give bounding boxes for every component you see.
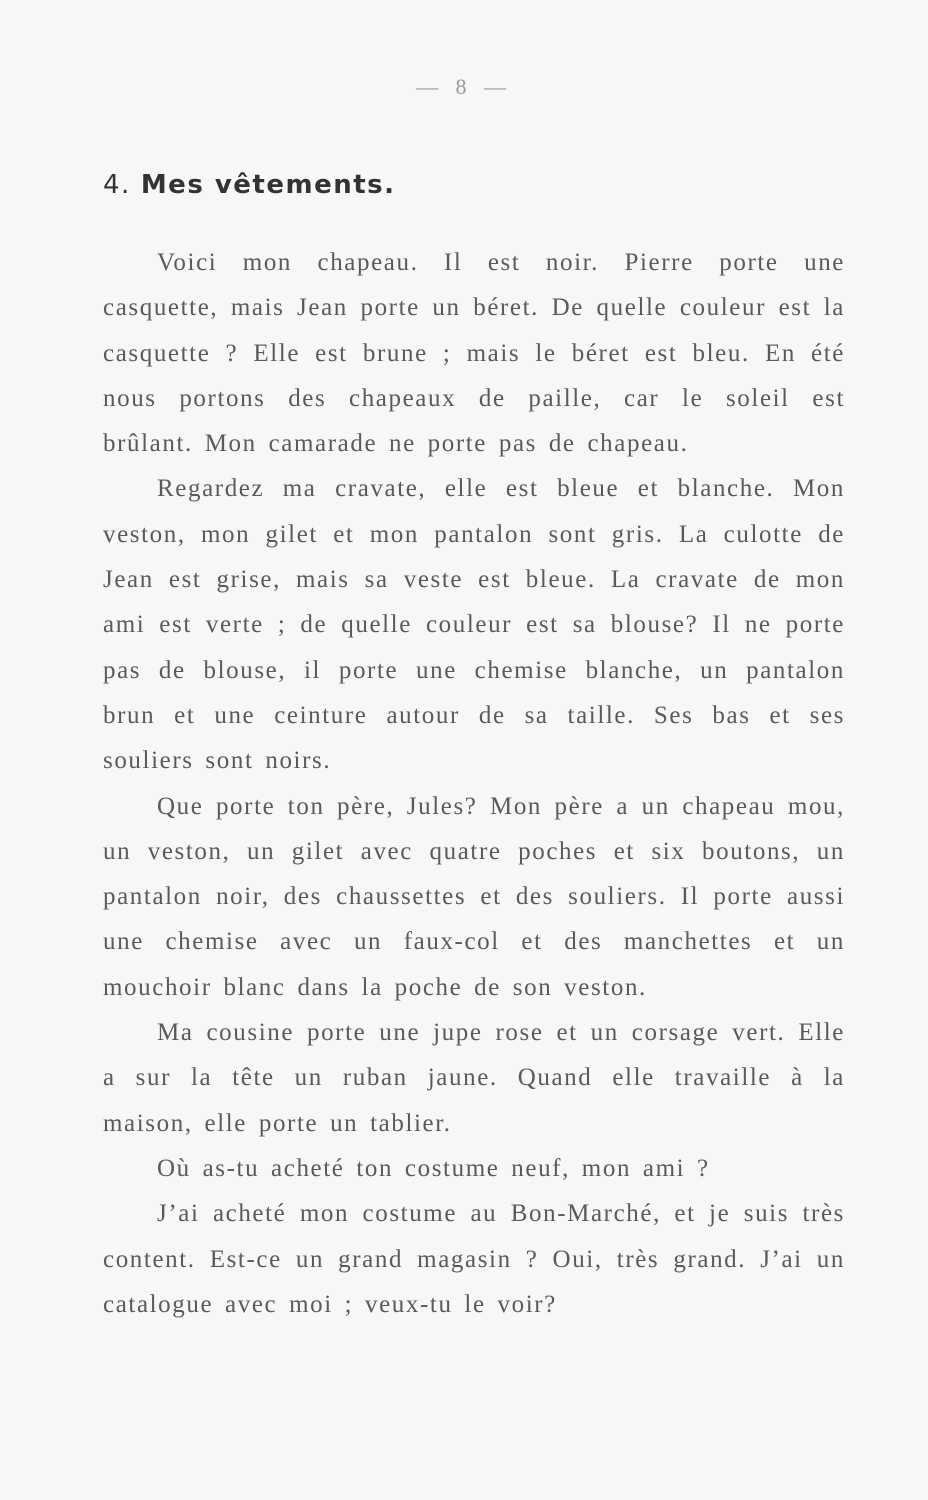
paragraph-hat: Voici mon chapeau. Il est noir. Pierre porte une casquette, mais Jean porte un béret. De quelle couleur est la casquette ? Elle est brune ; mais le béret est bleu. En été nous portons des chapeaux de paille, car le soleil est brûlant. Mon camarade ne porte pas de chapeau. <box>103 249 845 458</box>
body-text <box>103 240 845 1327</box>
paragraph-father: Que porte ton père, Jules? Mon père a un chapeau mou, un veston, un gilet avec quatre poches et six boutons, un pantalon noir, des chaussettes et des souliers. Il porte aussi une chemise avec un faux-col et des manchettes et un mouchoir blanc dans la poche de son veston. <box>103 792 845 1001</box>
paragraph-clothes-colors: Regardez ma cravate, elle est bleue et blanche. Mon veston, mon gilet et mon pantalon sont gris. La culotte de Jean est grise, mais sa veste est bleue. La cravate de mon ami est verte ; de quelle couleur est sa blouse? Il ne porte pas de blouse, il porte une chemise blanche, un pantalon brun et une ceinture autour de sa taille. Ses bas et ses souliers sont noirs. <box>103 475 845 775</box>
paragraph-cousin: Ma cousine porte une jupe rose et un corsage vert. Elle a sur la tête un ruban jaune. Quand elle travaille à la maison, elle porte un tablier. <box>103 1019 845 1137</box>
paragraph-bon-marche: J’ai acheté mon costume au Bon-Marché, et je suis très content. Est-ce un grand magasin ? Oui, très grand. J’ai un catalogue avec moi ; veux-tu le voir? <box>103 1200 845 1318</box>
page-number: — 8 — <box>416 74 512 99</box>
section-number: 4. <box>103 170 131 200</box>
paragraph-question: Où as-tu acheté ton costume neuf, mon ami ? <box>157 1154 710 1182</box>
section-heading <box>103 170 396 200</box>
section-title: Mes vêtements. <box>140 170 396 200</box>
